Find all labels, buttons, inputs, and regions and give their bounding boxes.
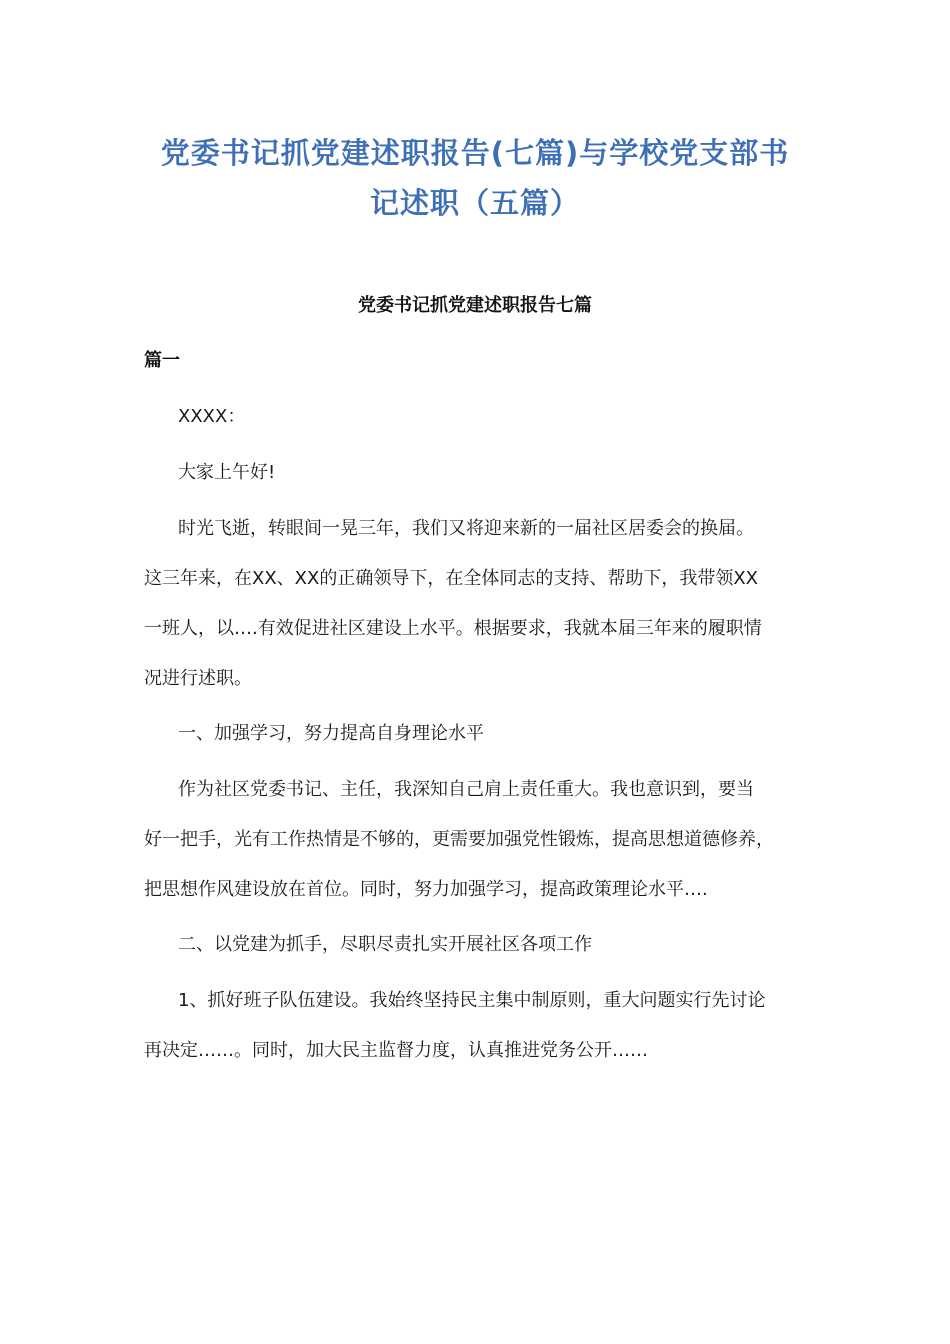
- paragraph-line: 大家上午好!: [178, 462, 276, 483]
- part-heading: 篇一: [144, 350, 180, 371]
- paragraph-team: [144, 976, 808, 1076]
- paragraph-line: XXXX：: [178, 406, 246, 427]
- paragraph-line: 况进行述职。: [144, 668, 252, 689]
- greeting: [144, 448, 808, 498]
- paragraph-line: 这三年来，在XX、XX的正确领导下，在全体同志的支持、帮助下，我带领XX: [144, 568, 758, 589]
- section-title: 党委书记抓党建述职报告七篇: [358, 295, 592, 316]
- paragraph-line: 一、加强学习，努力提高自身理论水平: [178, 723, 484, 744]
- paragraph-line: 把思想作风建设放在首位。同时，努力加强学习，提高政策理论水平….: [144, 879, 708, 900]
- paragraph-line: 1、抓好班子队伍建设。我始终坚持民主集中制原则，重大问题实行先讨论: [178, 990, 766, 1011]
- salutation: [144, 392, 808, 442]
- document-title: [140, 128, 810, 228]
- paragraph-line: 时光飞逝，转眼间一晃三年，我们又将迎来新的一届社区居委会的换届。: [178, 518, 754, 539]
- paragraph-line: 一班人，以….有效促进社区建设上水平。根据要求，我就本届三年来的履职情: [144, 618, 762, 639]
- document-title-line-1: 党委书记抓党建述职报告(七篇)与学校党支部书: [160, 136, 790, 170]
- paragraph-line: 好一把手，光有工作热情是不够的，更需要加强党性锻炼，提高思想道德修养，: [144, 829, 774, 850]
- paragraph-line: 作为社区党委书记、主任，我深知自己肩上责任重大。我也意识到，要当: [178, 779, 754, 800]
- paragraph-line: 二、以党建为抓手，尽职尽责扎实开展社区各项工作: [178, 934, 592, 955]
- paragraph-intro: [144, 504, 808, 704]
- heading-two: [144, 920, 808, 970]
- paragraph-line: 再决定……。同时，加大民主监督力度，认真推进党务公开……: [144, 1040, 648, 1061]
- paragraph-study: [144, 765, 808, 915]
- document-title-line-2: 记述职（五篇）: [369, 186, 580, 220]
- heading-one: [144, 709, 808, 759]
